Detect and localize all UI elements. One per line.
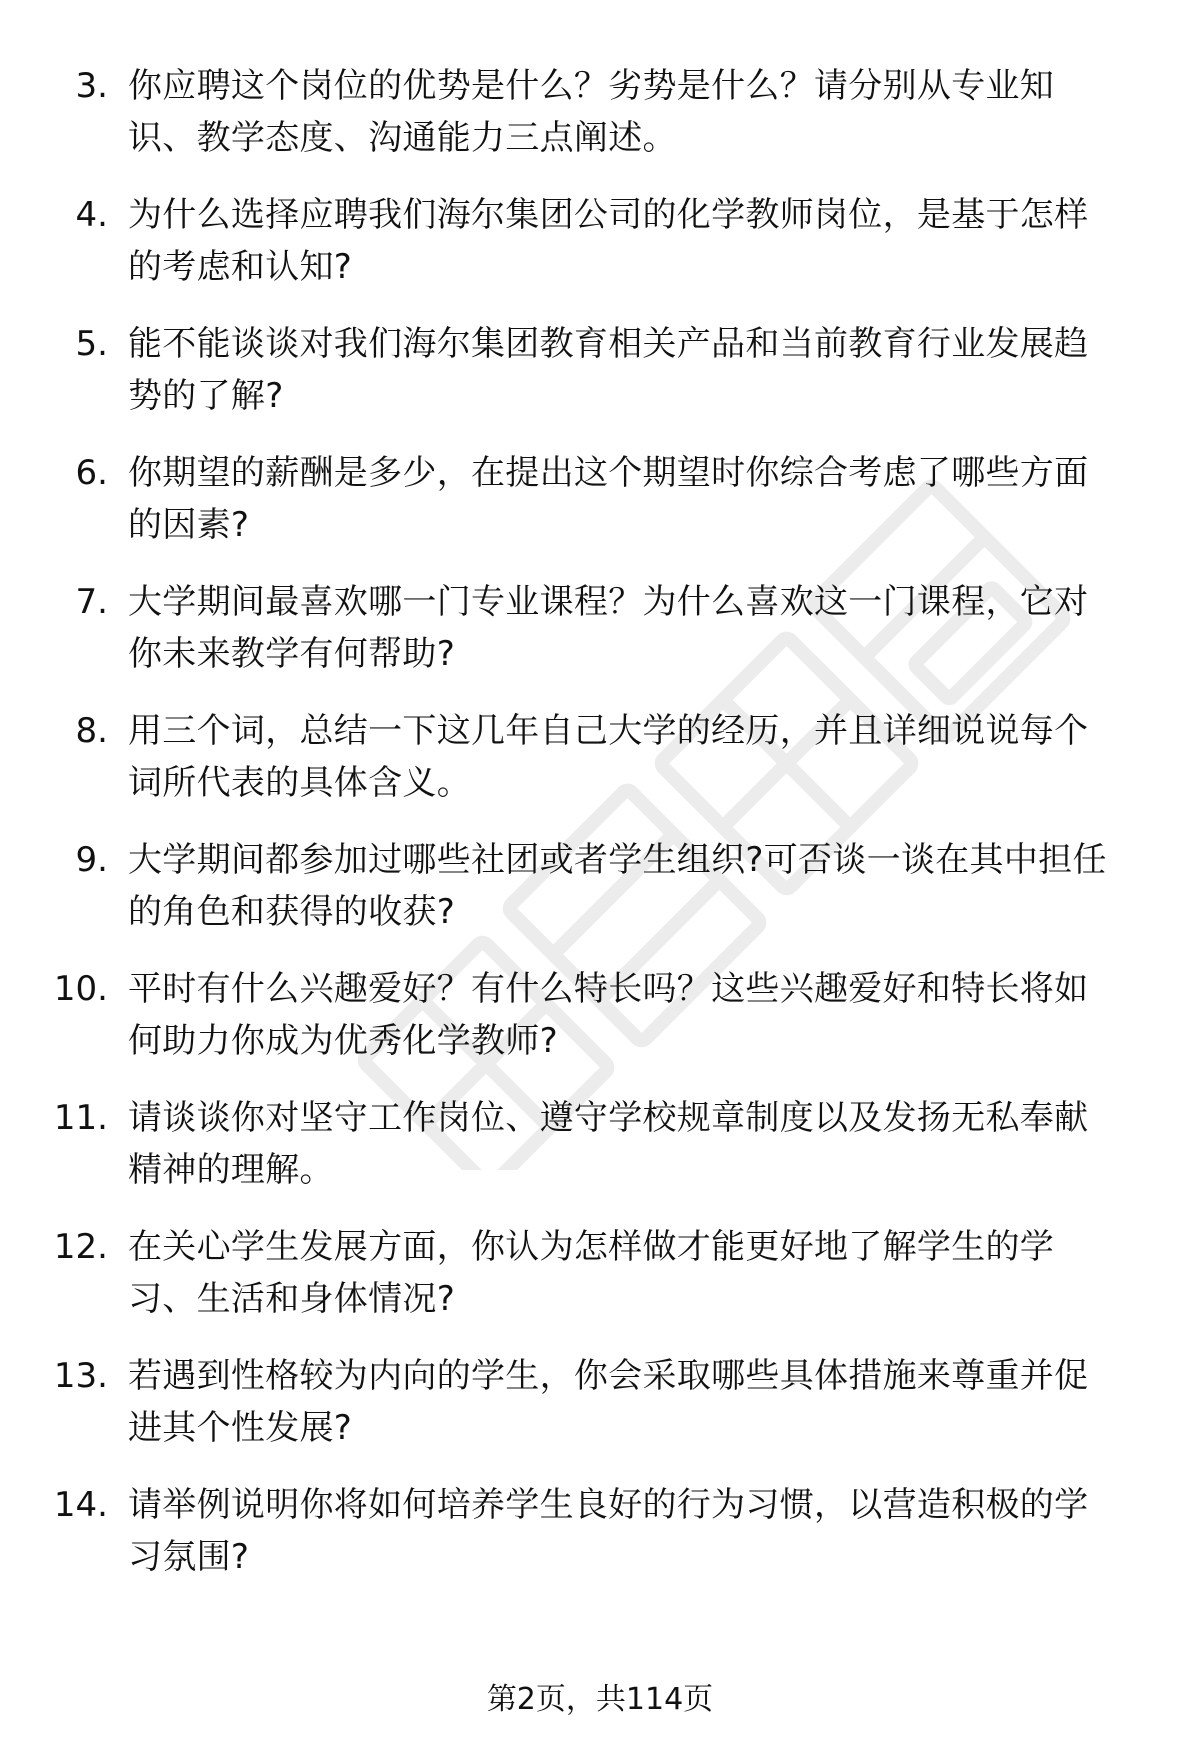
question-line: 你应聘这个岗位的优势是什么？劣势是什么？请分别从专业知 — [128, 66, 1055, 106]
question-text — [128, 189, 1148, 293]
question-number: 14. — [53, 1485, 108, 1525]
question-number: 7. — [75, 582, 108, 622]
question-number: 8. — [75, 711, 108, 751]
question-item — [0, 705, 1200, 834]
question-line: 习氛围? — [128, 1537, 250, 1577]
question-number: 12. — [53, 1227, 108, 1267]
question-line: 请举例说明你将如何培养学生良好的行为习惯，以营造积极的学 — [128, 1485, 1089, 1525]
question-line: 精神的理解。 — [128, 1150, 334, 1190]
question-line: 请谈谈你对坚守工作岗位、遵守学校规章制度以及发扬无私奉献 — [128, 1098, 1089, 1138]
question-number: 4. — [75, 195, 108, 235]
question-number: 13. — [53, 1356, 108, 1396]
question-item — [0, 963, 1200, 1092]
question-item — [0, 60, 1200, 189]
question-item — [0, 447, 1200, 576]
question-line: 大学期间都参加过哪些社团或者学生组织?可否谈一谈在其中担任 — [128, 840, 1107, 880]
page-number: 第2页，共114页 — [486, 1682, 714, 1717]
question-line: 词所代表的具体含义。 — [128, 763, 471, 803]
question-line: 进其个性发展? — [128, 1408, 353, 1448]
question-line: 习、生活和身体情况? — [128, 1279, 456, 1319]
question-line: 何助力你成为优秀化学教师? — [128, 1021, 558, 1061]
question-line: 大学期间最喜欢哪一门专业课程？为什么喜欢这一门课程，它对 — [128, 582, 1089, 622]
question-text — [128, 318, 1148, 422]
question-line: 平时有什么兴趣爱好？有什么特长吗？这些兴趣爱好和特长将如 — [128, 969, 1089, 1009]
question-list — [0, 60, 1200, 1608]
question-item — [0, 834, 1200, 963]
question-text — [128, 576, 1148, 680]
question-line: 能不能谈谈对我们海尔集团教育相关产品和当前教育行业发展趋 — [128, 324, 1089, 364]
question-number: 10. — [53, 969, 108, 1009]
question-number: 6. — [75, 453, 108, 493]
question-number: 11. — [53, 1098, 108, 1138]
question-item — [0, 1092, 1200, 1221]
question-text — [128, 834, 1148, 938]
question-line: 你未来教学有何帮助? — [128, 634, 456, 674]
question-item — [0, 1221, 1200, 1350]
question-line: 若遇到性格较为内向的学生，你会采取哪些具体措施来尊重并促 — [128, 1356, 1089, 1396]
question-item — [0, 189, 1200, 318]
question-line: 识、教学态度、沟通能力三点阐述。 — [128, 118, 677, 158]
question-text — [128, 1479, 1148, 1583]
question-text — [128, 963, 1148, 1067]
question-item — [0, 318, 1200, 447]
question-text — [128, 447, 1148, 551]
question-number: 5. — [75, 324, 108, 364]
question-number: 9. — [75, 840, 108, 880]
question-text — [128, 1350, 1148, 1454]
question-item — [0, 1350, 1200, 1479]
question-line: 的因素? — [128, 505, 250, 545]
question-item — [0, 576, 1200, 705]
question-number: 3. — [75, 66, 108, 106]
question-line: 势的了解? — [128, 376, 284, 416]
question-line: 为什么选择应聘我们海尔集团公司的化学教师岗位，是基于怎样 — [128, 195, 1089, 235]
question-line: 你期望的薪酬是多少，在提出这个期望时你综合考虑了哪些方面 — [128, 453, 1089, 493]
question-text — [128, 60, 1148, 164]
question-line: 的考虑和认知? — [128, 247, 353, 287]
question-item — [0, 1479, 1200, 1608]
question-text — [128, 1092, 1148, 1196]
question-line: 用三个词，总结一下这几年自己大学的经历，并且详细说说每个 — [128, 711, 1089, 751]
question-line: 的角色和获得的收获? — [128, 892, 456, 932]
question-line: 在关心学生发展方面，你认为怎样做才能更好地了解学生的学 — [128, 1227, 1055, 1267]
question-text — [128, 705, 1148, 809]
question-text — [128, 1221, 1148, 1325]
